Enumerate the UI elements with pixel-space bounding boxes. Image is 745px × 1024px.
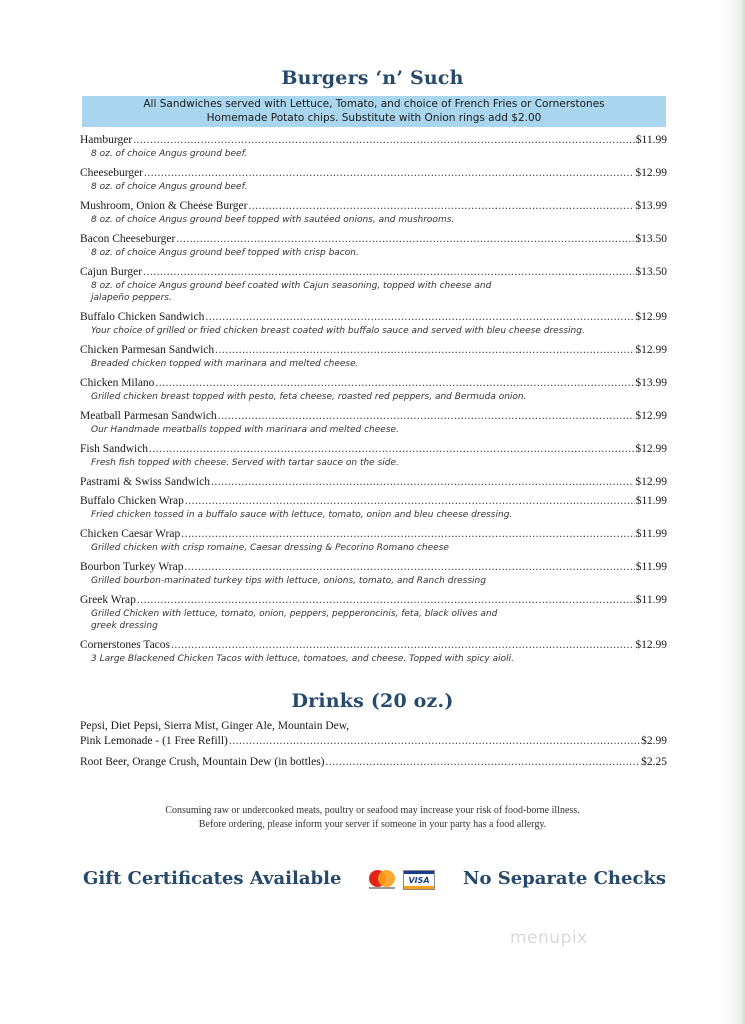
item-description: Grilled chicken breast topped with pesto, feta cheese, roasted red peppers, and Bermuda onion. [91, 392, 527, 402]
item-description: Grilled chicken with crisp romaine, Caesar dressing & Pecorino Romano cheese [91, 543, 449, 553]
item-price: $13.99 [635, 200, 667, 212]
item-description: Our Handmade meatballs topped with marinara and melted cheese. [91, 425, 399, 435]
item-name: Meatball Parmesan Sandwich [80, 410, 217, 422]
item-name: Mushroom, Onion & Cheese Burger [80, 200, 248, 212]
visa-icon [403, 870, 435, 890]
menu-item [80, 310, 667, 343]
item-price: $12.99 [635, 476, 667, 488]
menu-item [80, 232, 667, 265]
drink-price: $2.99 [641, 735, 667, 747]
payment-cards [367, 868, 435, 892]
leader-dots [155, 376, 634, 391]
menu-item [80, 166, 667, 199]
item-description: Breaded chicken topped with marinara and melted cheese. [91, 359, 359, 369]
item-description: 8 oz. of choice Angus ground beef topped with crisp bacon. [91, 248, 359, 258]
leader-dots [205, 310, 634, 325]
notice-line-2: Before ordering, please inform your server if someone in your party has a food allergy. [198, 819, 547, 830]
banner-line-2: Homemade Potato chips. Substitute with Onion rings add $2.00 [206, 112, 542, 124]
item-price: $11.99 [635, 495, 667, 507]
leader-dots [248, 199, 634, 214]
item-name: Buffalo Chicken Wrap [80, 495, 184, 507]
no-separate-checks-text: No Separate Checks [463, 868, 667, 889]
drink-name: Root Beer, Orange Crush, Mountain Dew (in bottles) [80, 756, 325, 768]
item-name: Chicken Milano [80, 377, 155, 389]
item-price: $12.99 [635, 311, 667, 323]
burger-menu-list [80, 133, 667, 671]
menu-item [80, 376, 667, 409]
gift-certificates-text: Gift Certificates Available [83, 868, 342, 889]
item-name: Bourbon Turkey Wrap [80, 561, 184, 573]
menu-item [80, 593, 667, 638]
item-price: $13.50 [635, 233, 667, 245]
leader-dots [218, 409, 635, 424]
item-price: $11.99 [635, 561, 667, 573]
leader-dots [184, 560, 634, 575]
item-description: Fried chicken tossed in a buffalo sauce with lettuce, tomato, onion and bleu cheese dressing. [91, 510, 513, 520]
leader-dots [149, 442, 634, 457]
item-description: 8 oz. of choice Angus ground beef. [91, 182, 248, 192]
item-name: Bacon Cheeseburger [80, 233, 176, 245]
item-name: Cornerstones Tacos [80, 639, 171, 651]
sandwich-banner [82, 96, 666, 127]
item-description: Grilled Chicken with lettuce, tomato, onion, peppers, pepperoncinis, feta, black olives and greek dressing [91, 609, 498, 631]
drinks-title: Drinks (20 oz.) [291, 690, 454, 712]
item-description: 3 Large Blackened Chicken Tacos with lettuce, tomatoes, and cheese. Topped with spicy aioli. [91, 654, 514, 664]
item-price: $11.99 [635, 528, 667, 540]
leader-dots [144, 166, 634, 181]
leader-dots [229, 734, 640, 749]
item-price: $13.99 [635, 377, 667, 389]
burgers-title: Burgers ‘n’ Such [281, 67, 464, 89]
menupix-watermark: menupix [510, 928, 588, 948]
leader-dots [211, 475, 634, 490]
drink-price: $2.25 [641, 756, 667, 768]
item-description: 8 oz. of choice Angus ground beef coated with Cajun seasoning, topped with cheese and jalapeño peppers. [91, 281, 492, 303]
drink-item [80, 734, 667, 749]
leader-dots [326, 755, 641, 770]
leader-dots [143, 265, 634, 280]
item-name: Cajun Burger [80, 266, 143, 278]
item-description: Fresh fish topped with cheese. Served with tartar sauce on the side. [91, 458, 399, 468]
item-price: $12.99 [635, 639, 667, 651]
item-price: $11.99 [635, 134, 667, 146]
scan-edge [739, 0, 745, 1024]
item-description: 8 oz. of choice Angus ground beef. [91, 149, 248, 159]
item-name: Fish Sandwich [80, 443, 149, 455]
item-price: $11.99 [635, 594, 667, 606]
item-price: $12.99 [635, 344, 667, 356]
menu-item [80, 475, 667, 494]
menu-item [80, 133, 667, 166]
visa-label: VISA [408, 876, 430, 885]
leader-dots [185, 494, 635, 509]
item-price: $13.50 [635, 266, 667, 278]
notice-line-1: Consuming raw or undercooked meats, poultry or seafood may increase your risk of food-borne illness. [165, 805, 580, 816]
allergy-notice [0, 804, 745, 832]
item-name: Hamburger [80, 134, 133, 146]
mastercard-icon [367, 869, 397, 891]
menu-item [80, 494, 667, 527]
menu-item [80, 638, 667, 671]
item-description: Grilled bourbon-marinated turkey tips with lettuce, onions, tomato, and Ranch dressing [91, 576, 486, 586]
menu-item [80, 560, 667, 593]
leader-dots [133, 133, 635, 148]
drinks-list [80, 719, 667, 770]
menu-item [80, 409, 667, 442]
item-price: $12.99 [635, 167, 667, 179]
item-name: Greek Wrap [80, 594, 136, 606]
item-description: 8 oz. of choice Angus ground beef topped with sautéed onions, and mushrooms. [91, 215, 455, 225]
banner-line-1: All Sandwiches served with Lettuce, Tomato, and choice of French Fries or Cornerstones [143, 98, 605, 110]
leader-dots [176, 232, 634, 247]
item-name: Pastrami & Swiss Sandwich [80, 476, 211, 488]
leader-dots [171, 638, 634, 653]
menu-item [80, 199, 667, 232]
menu-item [80, 442, 667, 475]
item-name: Chicken Caesar Wrap [80, 528, 181, 540]
drink-item [80, 755, 667, 770]
leader-dots [181, 527, 635, 542]
item-name: Chicken Parmesan Sandwich [80, 344, 215, 356]
item-price: $12.99 [635, 443, 667, 455]
drink-line-1-first: Pepsi, Diet Pepsi, Sierra Mist, Ginger Ale, Mountain Dew, [80, 720, 350, 732]
item-name: Cheeseburger [80, 167, 144, 179]
drink-name: Pink Lemonade - (1 Free Refill) [80, 735, 228, 747]
item-name: Buffalo Chicken Sandwich [80, 311, 205, 323]
menu-item [80, 527, 667, 560]
menu-item [80, 265, 667, 310]
item-description: Your choice of grilled or fried chicken breast coated with buffalo sauce and served with bleu cheese dressing. [91, 326, 585, 336]
leader-dots [215, 343, 634, 358]
menu-item [80, 343, 667, 376]
item-price: $12.99 [635, 410, 667, 422]
leader-dots [137, 593, 635, 608]
